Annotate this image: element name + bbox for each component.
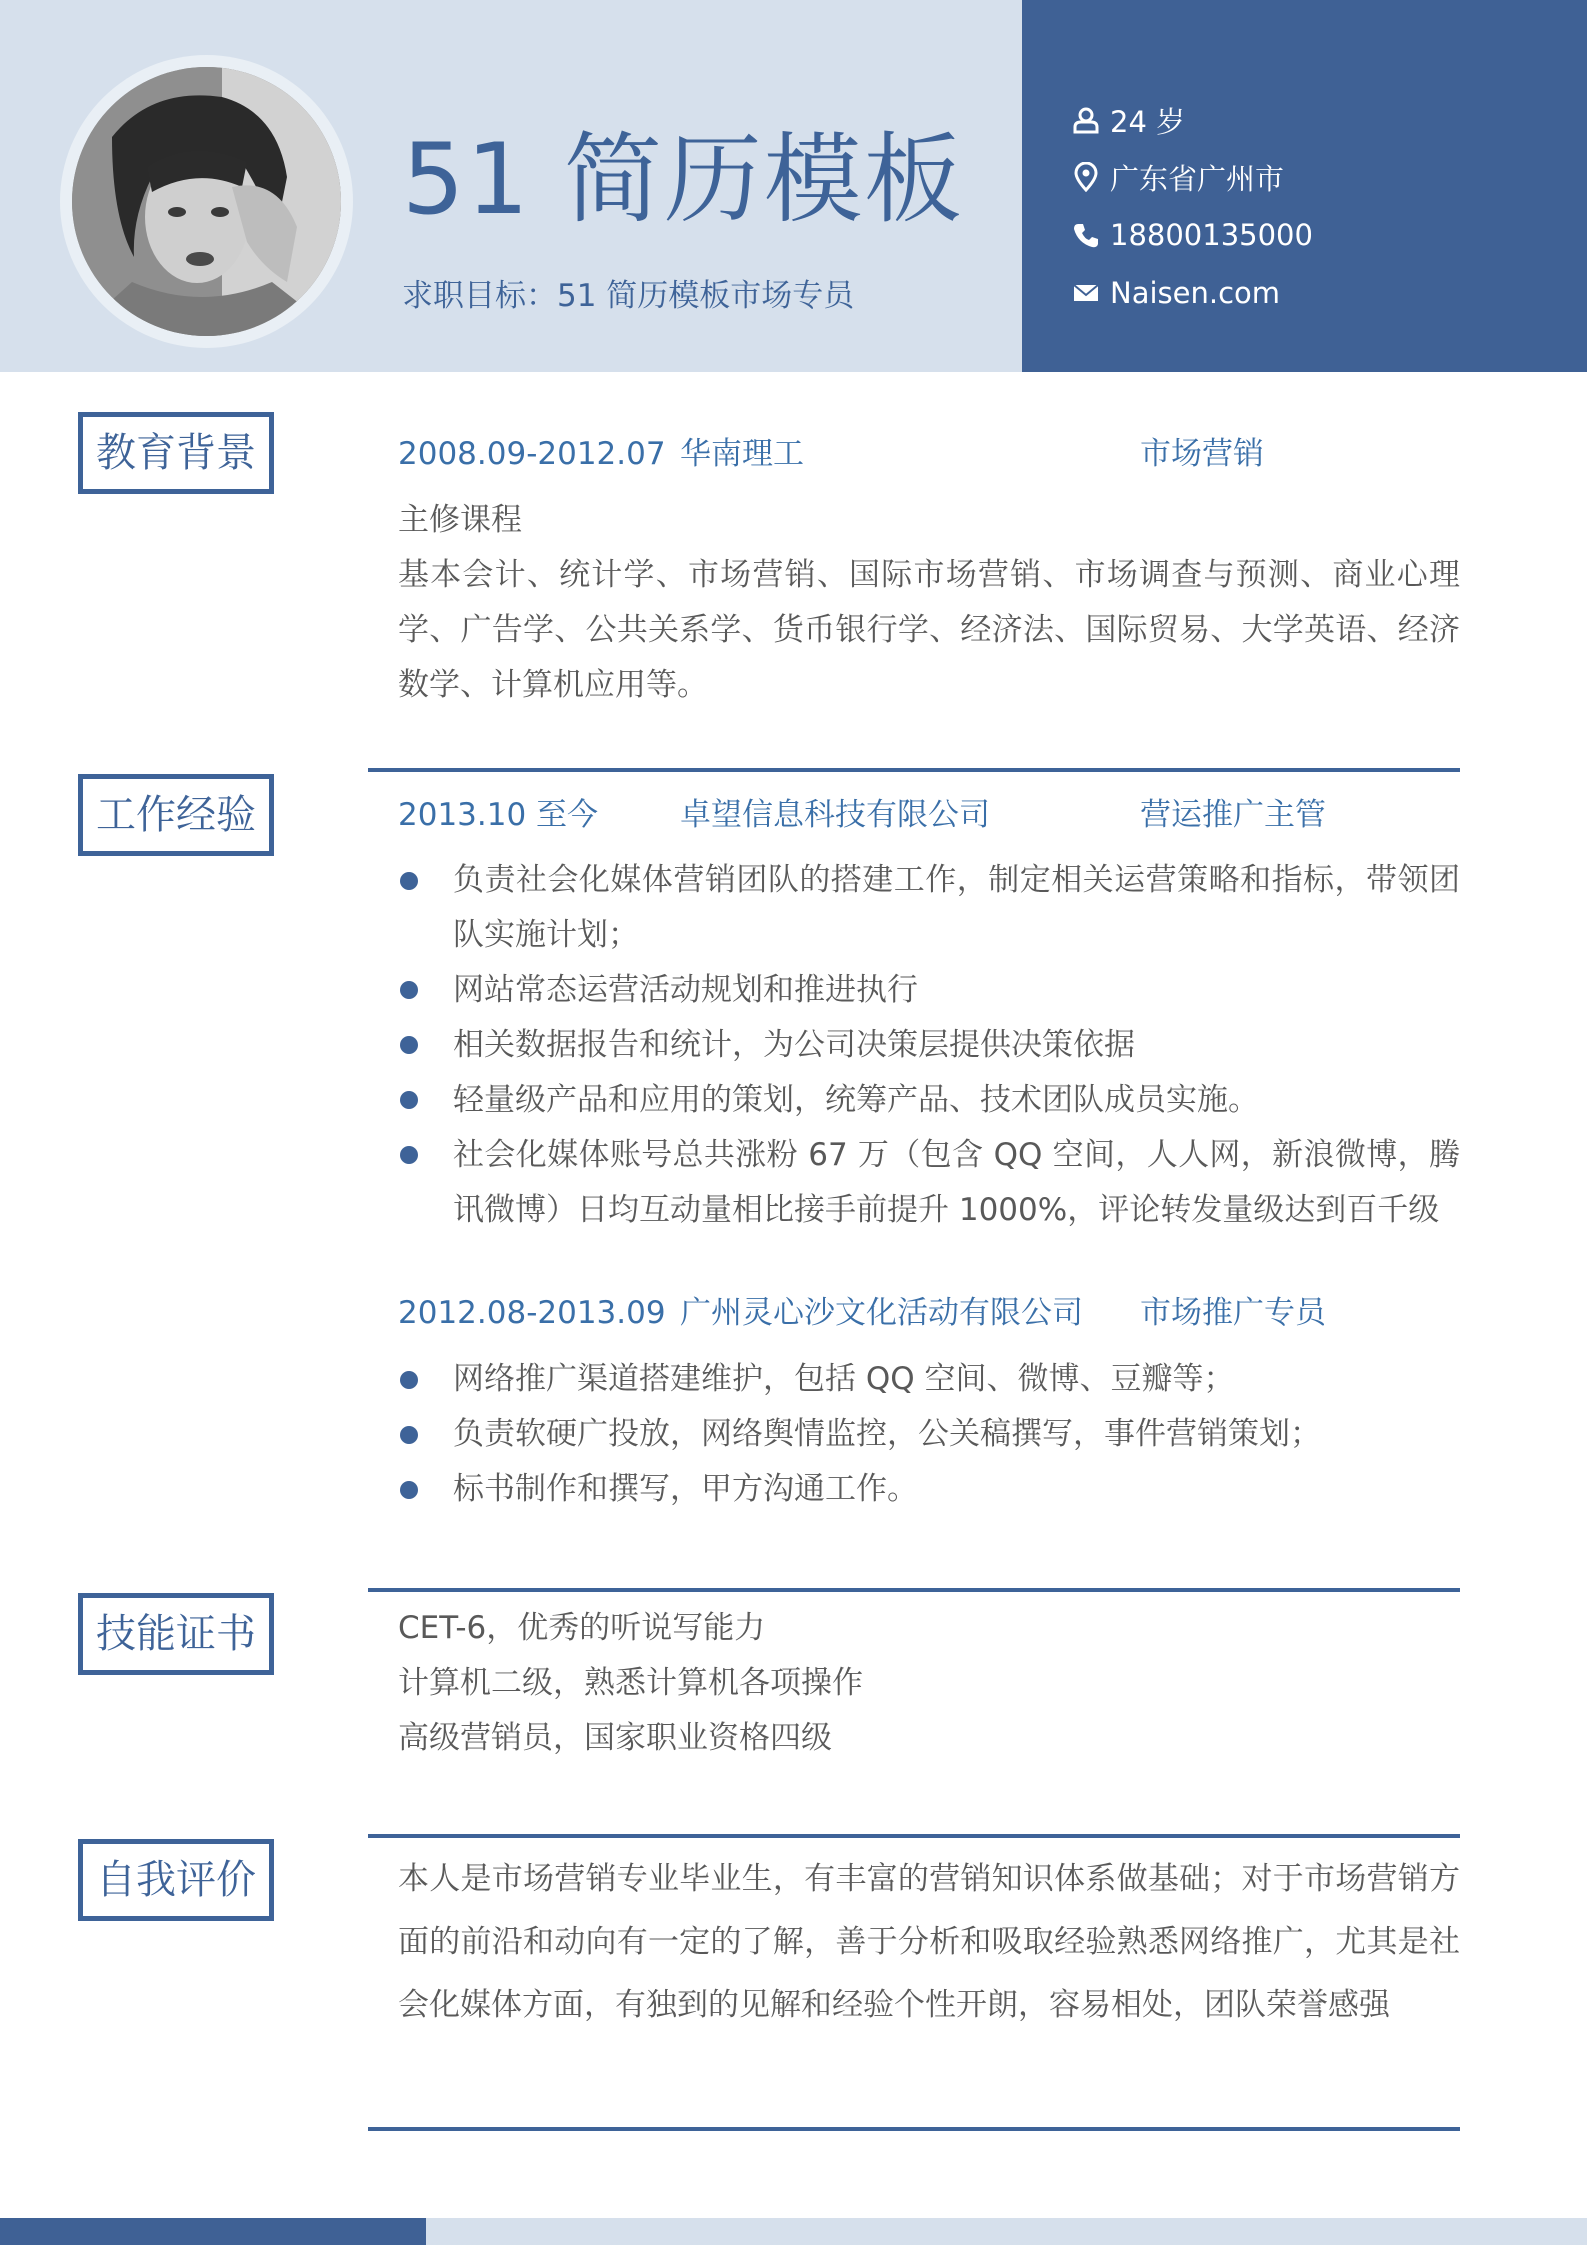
bullet-dot bbox=[400, 1481, 418, 1499]
contact-location bbox=[1070, 155, 1284, 199]
footer-bar-accent bbox=[0, 2218, 426, 2245]
bullet-dot bbox=[400, 872, 418, 890]
bullet-dot bbox=[400, 1146, 418, 1164]
education-school: 华南理工 bbox=[680, 436, 804, 472]
job-duty: 负责社会化媒体营销团队的搭建工作，制定相关运营策略和指标，带领团队实施计划； bbox=[453, 862, 1460, 953]
skill-item: 计算机二级，熟悉计算机各项操作 bbox=[398, 1665, 863, 1701]
section-title-education: 教育背景 bbox=[78, 412, 274, 494]
footer-bar-light bbox=[426, 2218, 1587, 2245]
job-position: 市场推广专员 bbox=[1140, 1295, 1326, 1331]
job-position: 营运推广主管 bbox=[1140, 797, 1326, 833]
job-company: 卓望信息科技有限公司 bbox=[680, 797, 990, 833]
location-pin-icon bbox=[1070, 161, 1102, 193]
section-divider bbox=[368, 768, 1460, 772]
job-duty: 负责软硬广投放，网络舆情监控，公关稿撰写，事件营销策划； bbox=[453, 1416, 1321, 1452]
age-text: 24 岁 bbox=[1110, 104, 1186, 139]
contact-age bbox=[1070, 98, 1185, 142]
courses-list: 基本会计、统计学、市场营销、国际市场营销、市场调查与预测、商业心理学、广告学、公共关系学、货币银行学、经济法、国际贸易、大学英语、经济数学、计算机应用等。 bbox=[398, 557, 1460, 703]
phone-text: 18800135000 bbox=[1110, 218, 1313, 252]
bullet-dot bbox=[400, 981, 418, 999]
self-evaluation-text: 本人是市场营销专业毕业生，有丰富的营销知识体系做基础；对于市场营销方面的前沿和动向有一定的了解，善于分析和吸取经验熟悉网络推广，尤其是社会化媒体方面，有独到的见解和经验个性开朗，容易相处，团队荣誉感强 bbox=[398, 1861, 1460, 2023]
person-icon bbox=[1070, 104, 1102, 136]
mail-icon bbox=[1070, 277, 1102, 309]
job-duty: 网络推广渠道搭建维护，包括 QQ 空间、微博、豆瓣等； bbox=[453, 1361, 1235, 1397]
skill-item: 高级营销员，国家职业资格四级 bbox=[398, 1720, 832, 1756]
skill-item: CET-6，优秀的听说写能力 bbox=[398, 1610, 766, 1646]
section-title-self-evaluation: 自我评价 bbox=[78, 1839, 274, 1921]
avatar bbox=[72, 67, 341, 336]
education-period: 2008.09-2012.07 bbox=[398, 436, 666, 472]
job-company: 广州灵心沙文化活动有限公司 bbox=[680, 1295, 1083, 1331]
job-period: 2013.10 至今 bbox=[398, 797, 599, 833]
section-title-work: 工作经验 bbox=[78, 774, 274, 856]
job-duty: 网站常态运营活动规划和推进执行 bbox=[453, 972, 918, 1008]
courses-label: 主修课程 bbox=[398, 502, 522, 538]
education-major: 市场营销 bbox=[1140, 436, 1264, 472]
bullet-dot bbox=[400, 1426, 418, 1444]
job-duty: 社会化媒体账号总共涨粉 67 万（包含 QQ 空间，人人网，新浪微博，腾讯微博）日均互动量相比接手前提升 1000%，评论转发量级达到百千级 bbox=[453, 1137, 1460, 1228]
email-text[interactable]: Naisen.com bbox=[1110, 276, 1281, 310]
bullet-dot bbox=[400, 1371, 418, 1389]
section-title-skills: 技能证书 bbox=[78, 1593, 274, 1675]
contact-email bbox=[1070, 271, 1280, 315]
section-divider bbox=[368, 1588, 1460, 1592]
job-duty: 轻量级产品和应用的策划，统筹产品、技术团队成员实施。 bbox=[453, 1082, 1259, 1118]
section-divider bbox=[368, 1834, 1460, 1838]
job-objective: 求职目标：51 简历模板市场专员 bbox=[402, 278, 855, 314]
job-period: 2012.08-2013.09 bbox=[398, 1295, 666, 1331]
candidate-name: 51 简历模板 bbox=[402, 123, 964, 237]
job-duty: 相关数据报告和统计，为公司决策层提供决策依据 bbox=[453, 1027, 1135, 1063]
section-divider bbox=[368, 2127, 1460, 2131]
job-duty: 标书制作和撰写，甲方沟通工作。 bbox=[453, 1471, 918, 1507]
bullet-dot bbox=[400, 1036, 418, 1054]
bullet-dot bbox=[400, 1091, 418, 1109]
contact-phone bbox=[1070, 213, 1313, 257]
location-text: 广东省广州市 bbox=[1110, 161, 1285, 196]
avatar-photo bbox=[72, 67, 341, 336]
phone-icon bbox=[1070, 219, 1102, 251]
